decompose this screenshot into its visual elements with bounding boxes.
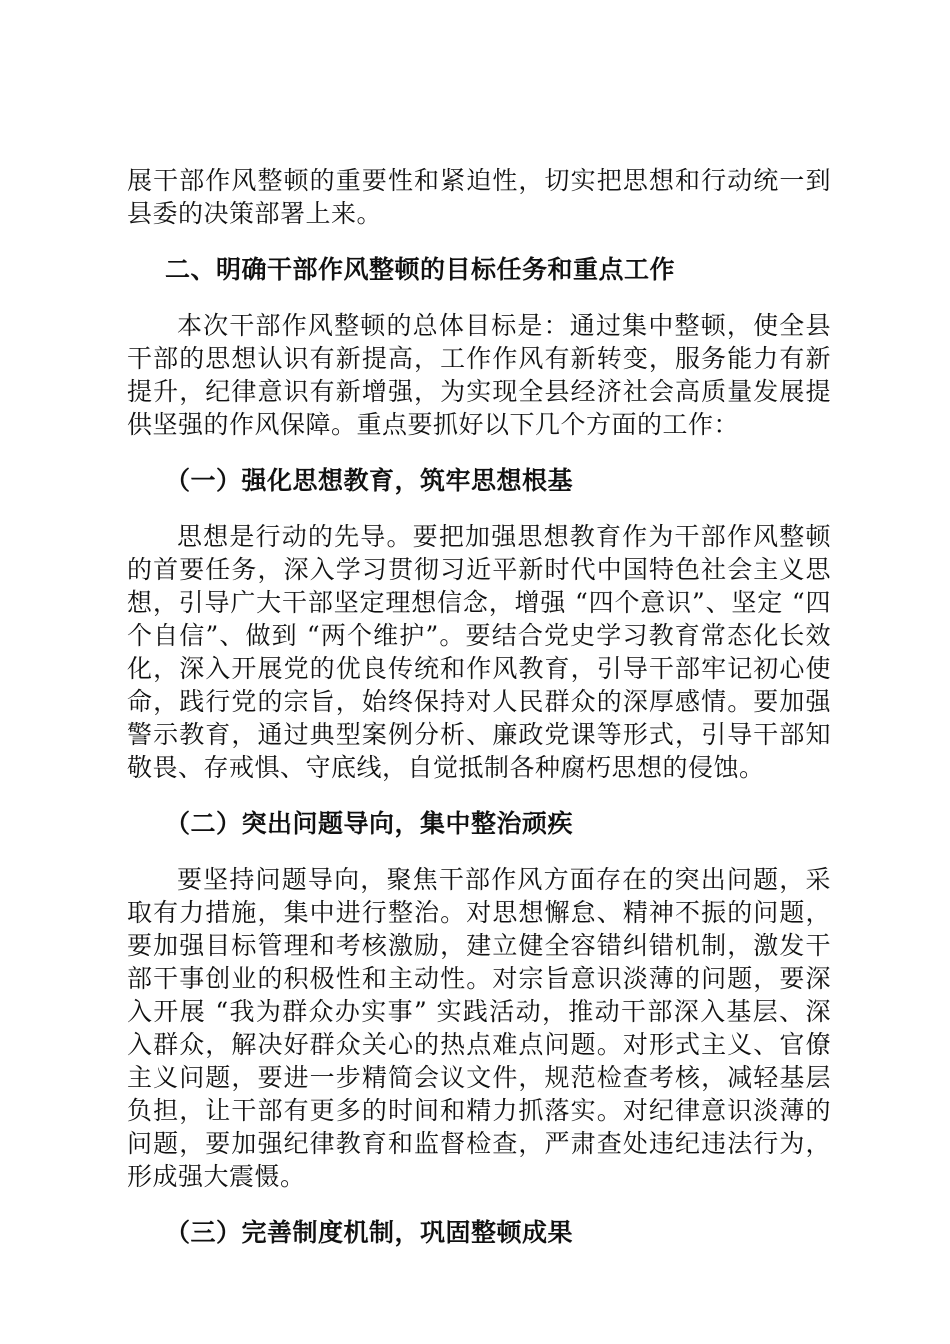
paragraph-problem-orientation: 要坚持问题导向，聚焦干部作风方面存在的突出问题，采取有力措施，集中进行整治。对思想懈怠、精神不振的问题，要加强目标管理和考核激励，建立健全容错纠错机制，激发干部干事创业的积极性和主动性。对宗旨意识淡薄的问题，要深入开展 “我为群众办实事” 实践活动，推动干部深入基层、深入群众，解决好群众关心的热点难点问题。对形式主义、官僚主义问题，要进一步精简会议文件，规范检查考核，减轻基层负担，让干部有更多的时间和精力抓落实。对纪律意识淡薄的问题，要加强纪律教育和监督检查，严肃查处违纪违法行为，形成强大震慑。 xyxy=(127,865,831,1191)
subsection-heading-1: （一）强化思想教育，筑牢思想根基 xyxy=(165,466,574,495)
paragraph-continuation: 展干部作风整顿的重要性和紧迫性，切实把思想和行动统一到县委的决策部署上来。 xyxy=(127,166,831,228)
document-body xyxy=(127,164,831,1249)
subsection-heading-3: （三）完善制度机制，巩固整顿成果 xyxy=(165,1218,574,1247)
paragraph-thought-education: 思想是行动的先导。要把加强思想教育作为干部作风整顿的首要任务，深入学习贯彻习近平新时代中国特色社会主义思想，引导广大干部坚定理想信念，增强 “四个意识”、坚定 “四个自信”、做到 “两个维护”。要结合党史学习教育常态化长效化，深入开展党的优良传统和作风教育，引导干部牢记初心使命，践行党的宗旨，始终保持对人民群众的深厚感情。要加强警示教育，通过典型案例分析、廉政党课等形式，引导干部知敬畏、存戒惧、守底线，自觉抵制各种腐朽思想的侵蚀。 xyxy=(127,522,831,782)
subsection-heading-2: （二）突出问题导向，集中整治顽疾 xyxy=(165,809,574,838)
section-heading-2: 二、明确干部作风整顿的目标任务和重点工作 xyxy=(165,255,676,284)
paragraph-overall-goal: 本次干部作风整顿的总体目标是：通过集中整顿，使全县干部的思想认识有新提高，工作作风有新转变，服务能力有新提升，纪律意识有新增强，为实现全县经济社会高质量发展提供坚强的作风保障。重点要抓好以下几个方面的工作： xyxy=(127,311,831,439)
